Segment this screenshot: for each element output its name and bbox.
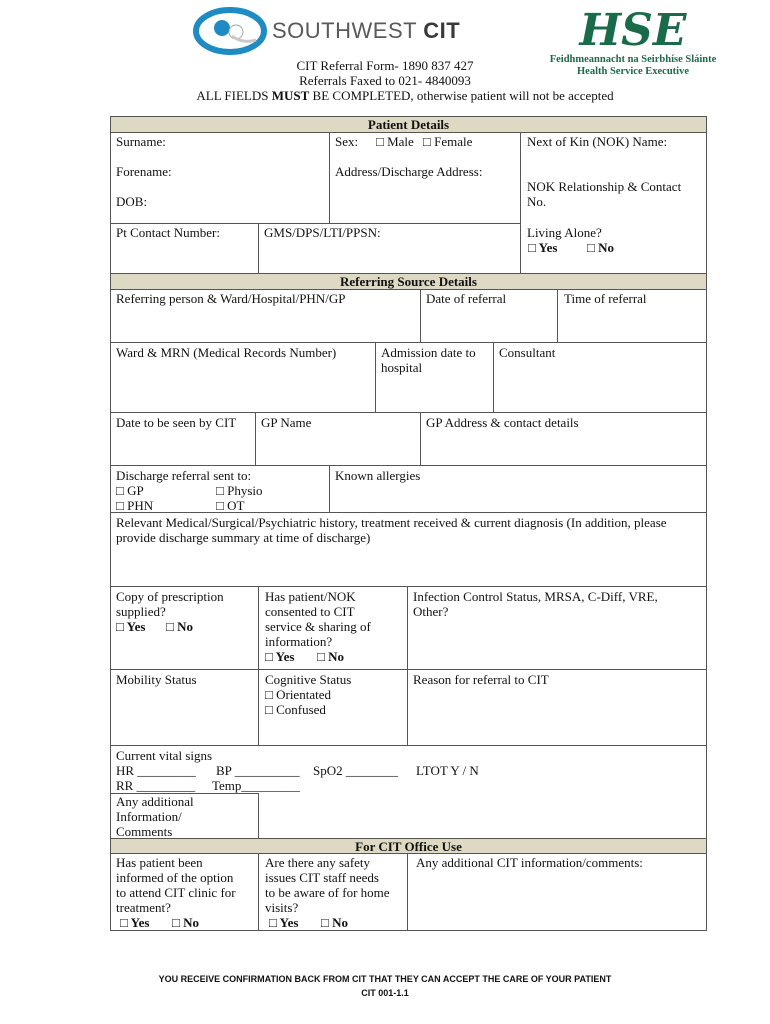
consent-label-3: service & sharing of	[265, 619, 371, 634]
consent-yes-checkbox[interactable]: □ Yes	[265, 649, 295, 664]
address-label: Address/Discharge Address:	[335, 164, 483, 179]
infection-label-2: Other?	[413, 604, 449, 619]
contact-number-label: Pt Contact Number:	[116, 225, 220, 240]
southwest-cit-logo	[192, 6, 482, 56]
female-checkbox[interactable]: □ Female	[423, 134, 473, 149]
form-code: CIT 001-1.1	[361, 988, 409, 998]
prescription-label-2: supplied?	[116, 604, 166, 619]
additional-info-label-2: Information/	[116, 809, 182, 824]
hse-english-name: Health Service Executive	[577, 66, 689, 77]
mobility-label: Mobility Status	[116, 672, 197, 687]
gp-checkbox[interactable]: □ GP	[116, 483, 144, 498]
sex-label: Sex:	[335, 134, 359, 149]
consent-label: Has patient/NOK	[265, 589, 356, 604]
clinic-option-label-4: treatment?	[116, 900, 171, 915]
referring-source-header: Referring Source Details	[111, 274, 706, 289]
office-comments-label: Any additional CIT information/comments:	[416, 855, 643, 870]
gms-label: GMS/DPS/LTI/PPSN:	[264, 225, 381, 240]
prescription-yes-checkbox[interactable]: □ Yes	[116, 619, 146, 634]
date-seen-label: Date to be seen by CIT	[116, 415, 237, 430]
gp-address-label: GP Address & contact details	[426, 415, 579, 430]
safety-label: Are there any safety	[265, 855, 371, 870]
physio-checkbox[interactable]: □ Physio	[216, 483, 263, 498]
hse-mark: HSE	[579, 5, 687, 56]
prescription-label: Copy of prescription	[116, 589, 224, 604]
time-of-referral-label: Time of referral	[564, 291, 647, 306]
date-of-referral-label: Date of referral	[426, 291, 507, 306]
nok-relationship-label-2: No.	[527, 194, 547, 209]
admission-date-label-2: hospital	[381, 360, 423, 375]
bp-field[interactable]: BP __________	[216, 763, 300, 778]
living-alone-no-checkbox[interactable]: □ No	[587, 240, 614, 255]
safety-label-3: to be aware of for home	[265, 885, 390, 900]
spo2-field[interactable]: SpO2 ________	[313, 763, 398, 778]
rr-field[interactable]: RR _________	[116, 778, 196, 793]
allergies-label: Known allergies	[335, 468, 421, 483]
safety-label-2: issues CIT staff needs	[265, 870, 379, 885]
form-title: CIT Referral Form- 1890 837 427	[296, 58, 474, 73]
mandatory-notice: ALL FIELDS MUST BE COMPLETED, otherwise patient will not be accepted	[196, 88, 614, 103]
confused-checkbox[interactable]: □ Confused	[265, 702, 326, 717]
male-checkbox[interactable]: □ Male	[376, 134, 414, 149]
cognitive-label: Cognitive Status	[265, 672, 352, 687]
safety-label-4: visits?	[265, 900, 299, 915]
additional-info-label: Any additional	[116, 794, 194, 809]
clinic-option-label-3: to attend CIT clinic for	[116, 885, 236, 900]
temp-field[interactable]: Temp_________	[212, 778, 300, 793]
living-alone-label: Living Alone?	[527, 225, 602, 240]
surname-label: Surname:	[116, 134, 166, 149]
consent-no-checkbox[interactable]: □ No	[317, 649, 344, 664]
ltot-field[interactable]: LTOT Y / N	[416, 763, 479, 778]
dob-label: DOB:	[116, 194, 148, 209]
referring-person-label: Referring person & Ward/Hospital/PHN/GP	[116, 291, 346, 306]
southwest-cit-logo-icon	[192, 6, 272, 56]
hse-irish-name: Feidhmeannacht na Seirbhíse Sláinte	[549, 54, 717, 65]
nok-relationship-label: NOK Relationship & Contact	[527, 179, 682, 194]
fax-line: Referrals Faxed to 021- 4840093	[299, 73, 471, 88]
consent-label-4: information?	[265, 634, 333, 649]
clinic-option-label: Has patient been	[116, 855, 203, 870]
nok-name-label: Next of Kin (NOK) Name:	[527, 134, 668, 149]
office-use-header: For CIT Office Use	[111, 839, 706, 853]
living-alone-yes-checkbox[interactable]: □ Yes	[528, 240, 558, 255]
prescription-no-checkbox[interactable]: □ No	[166, 619, 193, 634]
confirmation-notice: YOU RECEIVE CONFIRMATION BACK FROM CIT THAT THEY CAN ACCEPT THE CARE OF YOUR PATIENT	[158, 974, 612, 984]
consent-label-2: consented to CIT	[265, 604, 355, 619]
phn-checkbox[interactable]: □ PHN	[116, 498, 154, 513]
infection-label: Infection Control Status, MRSA, C-Diff, VRE,	[413, 589, 658, 604]
admission-date-label: Admission date to	[381, 345, 476, 360]
safety-yes-checkbox[interactable]: □ Yes	[269, 915, 299, 930]
discharge-sent-label: Discharge referral sent to:	[116, 468, 252, 483]
clinic-yes-checkbox[interactable]: □ Yes	[120, 915, 150, 930]
history-label: Relevant Medical/Surgical/Psychiatric history, treatment received & current diagnosis (In addition, please	[116, 515, 667, 530]
clinic-no-checkbox[interactable]: □ No	[172, 915, 199, 930]
history-label-2: provide discharge summary at time of discharge)	[116, 530, 371, 545]
ward-mrn-label: Ward & MRN (Medical Records Number)	[116, 345, 337, 360]
clinic-option-label-2: informed of the option	[116, 870, 234, 885]
reason-label: Reason for referral to CIT	[413, 672, 549, 687]
additional-info-label-3: Comments	[116, 824, 173, 839]
patient-details-header: Patient Details	[111, 117, 706, 132]
vitals-label: Current vital signs	[116, 748, 213, 763]
hr-field[interactable]: HR _________	[116, 763, 196, 778]
safety-no-checkbox[interactable]: □ No	[321, 915, 348, 930]
consultant-label: Consultant	[499, 345, 556, 360]
forename-label: Forename:	[116, 164, 172, 179]
logo-text: SOUTHWEST CIT	[272, 18, 461, 43]
orientated-checkbox[interactable]: □ Orientated	[265, 687, 331, 702]
ot-checkbox[interactable]: □ OT	[216, 498, 245, 513]
gp-name-label: GP Name	[261, 415, 312, 430]
